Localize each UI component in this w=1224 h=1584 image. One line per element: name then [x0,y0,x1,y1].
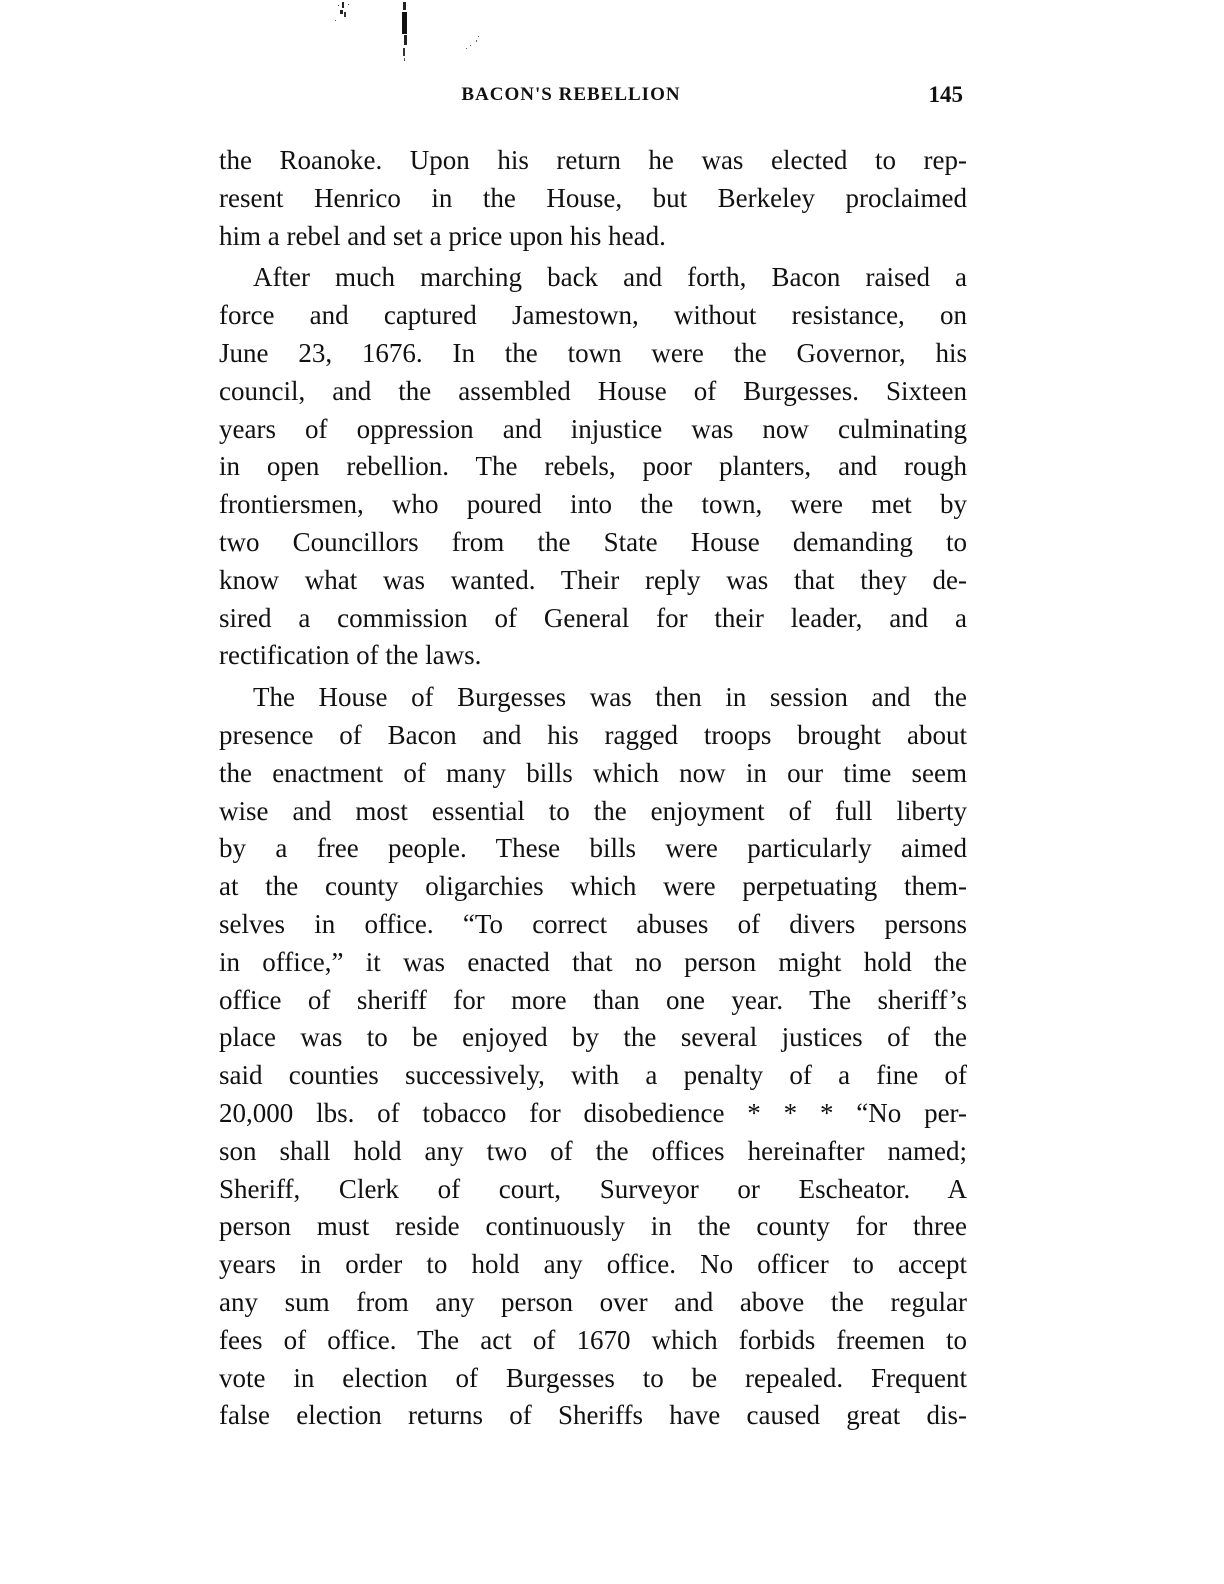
text-line: in office,” it was enacted that no person might hold the [219,946,967,977]
scan-noise-icon [320,0,500,65]
text-line: said counties successively, with a penalty of a fine of [219,1060,967,1091]
paragraph-1 [219,142,967,255]
body-text [219,142,967,1435]
text-line: The House of Burgesses was then in session and the [253,682,967,713]
text-line: selves in office. “To correct abuses of divers persons [219,908,967,939]
text-line: fees of office. The act of 1670 which forbids freemen to [219,1324,967,1355]
running-header [219,80,963,112]
text-line: person must reside continuously in the county for three [219,1211,967,1242]
text-line: 20,000 lbs. of tobacco for disobedience * * * “No per- [219,1097,967,1128]
text-line: know what was wanted. Their reply was that they de- [219,564,967,595]
text-line: the enactment of many bills which now in our time seem [219,757,967,788]
text-line: the Roanoke. Upon his return he was elected to rep- [219,145,967,175]
text-line: sired a commission of General for their leader, and a [219,602,967,633]
text-line: son shall hold any two of the offices hereinafter named; [219,1135,967,1166]
paragraph-3 [219,679,967,1435]
text-line: vote in election of Burgesses to be repealed. Frequent [219,1362,967,1393]
paragraph-2 [219,259,967,675]
running-title: BACON'S REBELLION [461,84,681,105]
text-line: him a rebel and set a price upon his head. [219,220,666,251]
text-line: false election returns of Sheriffs have caused great dis- [219,1400,967,1431]
text-line: presence of Bacon and his ragged troops brought about [219,719,967,750]
text-line: any sum from any person over and above the regular [219,1286,967,1317]
text-line: years in order to hold any office. No officer to accept [219,1249,967,1280]
text-line: place was to be enjoyed by the several justices of the [219,1022,967,1053]
text-line: by a free people. These bills were particularly aimed [219,833,967,864]
text-line: office of sheriff for more than one year. The sheriff’s [219,984,967,1015]
text-line: rectification of the laws. [219,640,482,671]
text-line: Sheriff, Clerk of court, Surveyor or Escheator. A [219,1173,967,1204]
text-line: force and captured Jamestown, without resistance, on [219,300,967,331]
text-line: wise and most essential to the enjoyment of full liberty [219,795,967,826]
text-line: resent Henrico in the House, but Berkeley proclaimed [219,182,967,213]
text-line: in open rebellion. The rebels, poor planters, and rough [219,451,967,482]
text-line: June 23, 1676. In the town were the Governor, his [219,337,967,368]
text-line: two Councillors from the State House demanding to [219,526,967,557]
text-line: years of oppression and injustice was now culminating [219,413,967,444]
text-line: frontiersmen, who poured into the town, were met by [219,489,967,520]
text-line: After much marching back and forth, Bacon raised a [253,262,967,293]
page-number: 145 [928,82,963,107]
text-line: council, and the assembled House of Burgesses. Sixteen [219,375,967,406]
scan-artifact-marks [320,0,500,65]
text-line: at the county oligarchies which were perpetuating them- [219,871,967,902]
